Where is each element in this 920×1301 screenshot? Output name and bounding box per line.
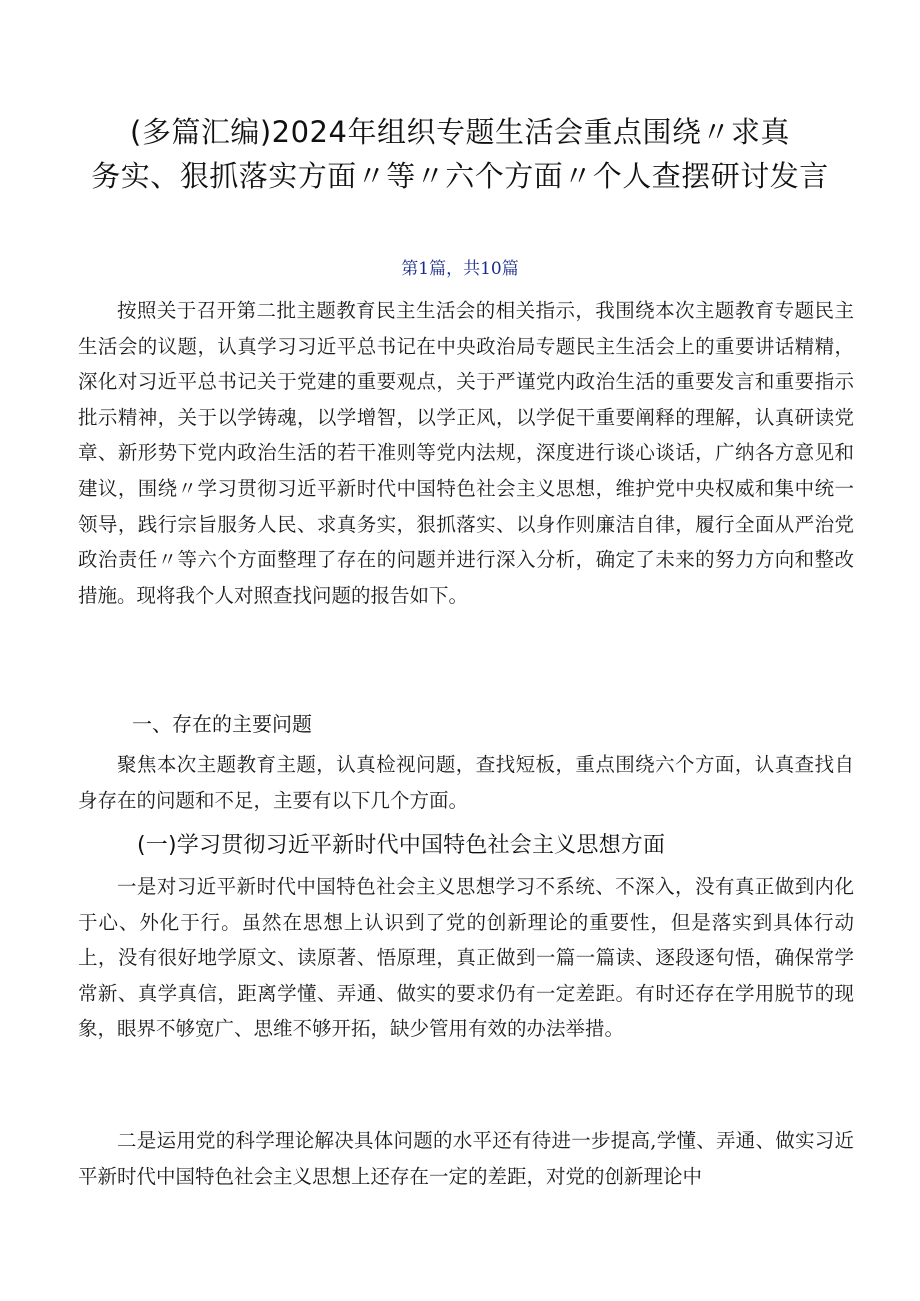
problem-paragraph-1: 一是对习近平新时代中国特色社会主义思想学习不系统、不深入，没有真正做到内化于心、外化于行。虽然在思想上认识到了党的创新理论的重要性，但是落实到具体行动上，没有很好地学原文、读原著、悟原理，真正做到一篇一篇读、逐段逐句悟，确保常学常新、真学真信，距离学懂、弄通、做实的要求仍有一定差距。有时还存在学用脱节的现象，眼界不够宽广、思维不够开拓，缺少管用有效的办法举措。 xyxy=(78,875,854,1041)
subsection-heading-thought-study: (一)学习贯彻习近平新时代中国特色社会主义思想方面 xyxy=(137,833,666,858)
section-heading-main-problems: 一、存在的主要问题 xyxy=(132,712,312,736)
intro-paragraph: 按照关于召开第二批主题教育民主生活会的相关指示，我围绕本次主题教育专题民主生活会的议题，认真学习习近平总书记在中央政治局专题民主生活会上的重要讲话精精，深化对习近平总书记关于党建的重要观点，关于严谨党内政治生活的重要发言和重要指示批示精神，关于以学铸魂，以学增智，以学正风，以学促干重要阐释的理解，认真研读党章、新形势下党内政治生活的若干准则等党内法规，深度进行谈心谈话，广纳各方意见和建议，围绕〃学习贯彻习近平新时代中国特色社会主义思想，维护党中央权威和集中统一领导，践行宗旨服务人民、求真务实，狠抓落实、以身作则廉洁自律，履行全面从严治党政治责任〃等六个方面整理了存在的问题并进行深入分析，确定了未来的努力方向和整改措施。现将我个人对照查找问题的报告如下。 xyxy=(78,299,854,607)
document-part-indicator: 第1篇，共10篇 xyxy=(401,259,519,279)
section-intro-paragraph: 聚焦本次主题教育主题，认真检视问题，查找短板，重点围绕六个方面，认真查找自身存在的问题和不足，主要有以下几个方面。 xyxy=(78,753,854,812)
problem-paragraph-2: 二是运用党的科学理论解决具体问题的水平还有待进一步提高,学懂、弄通、做实习近平新时代中国特色社会主义思想上还存在一定的差距，对党的创新理论中 xyxy=(78,1129,854,1188)
document-title-line-2: 务实、狠抓落实方面〃等〃六个方面〃个人查摆研讨发言 xyxy=(91,159,829,193)
document-title-line-1: (多篇汇编)2024年组织专题生活会重点围绕〃求真 xyxy=(130,115,790,149)
